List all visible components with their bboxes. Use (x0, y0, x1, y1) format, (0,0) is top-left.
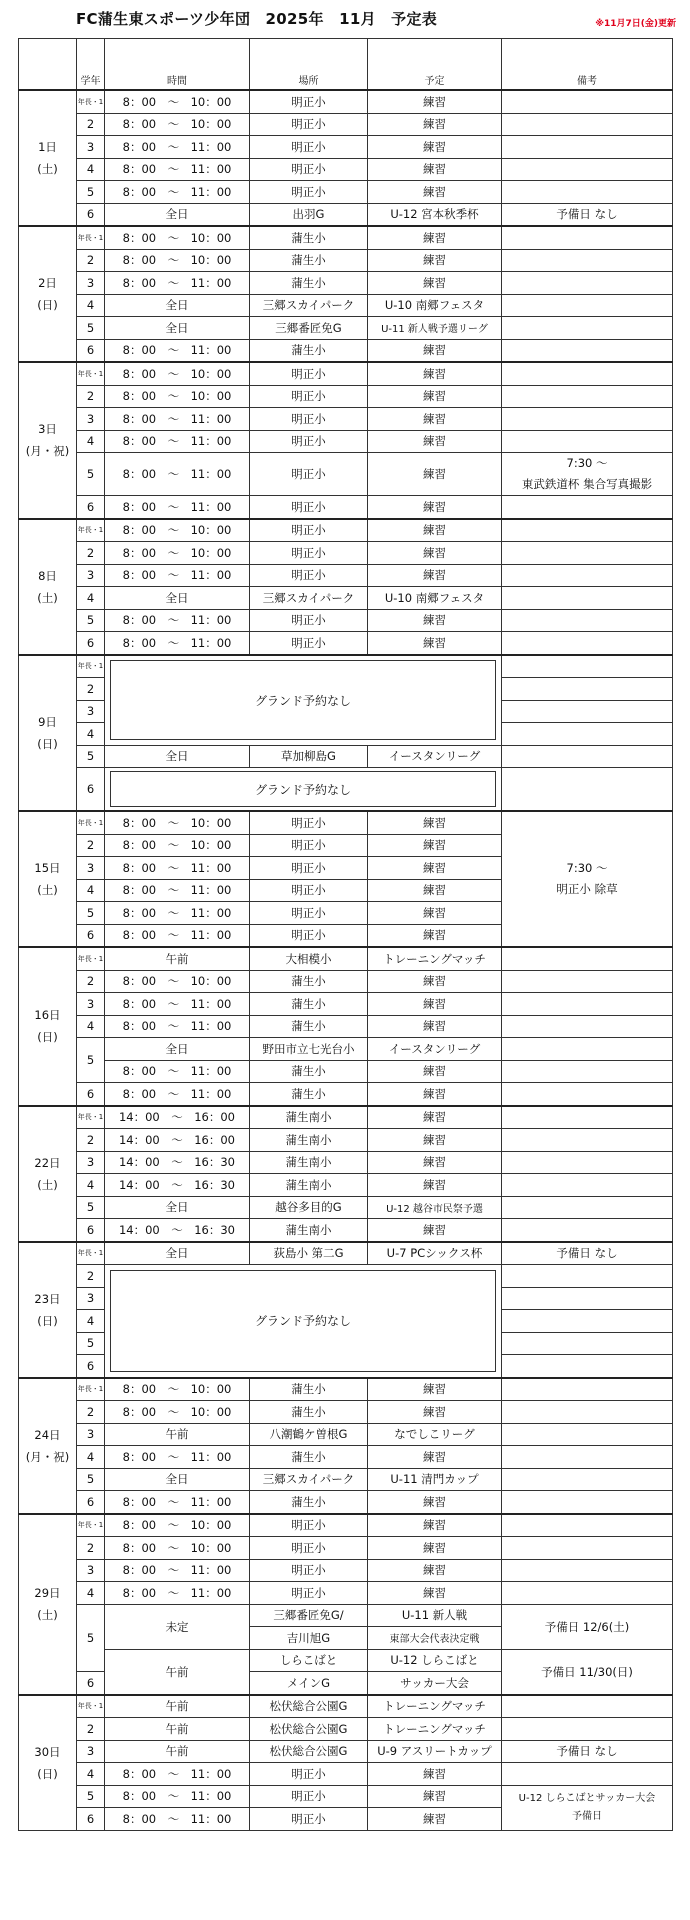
table-row: 3 午前 八潮鶴ケ曽根G なでしこリーグ (19, 1423, 673, 1446)
table-row: 2 8：00 ～ 10：00 明正小 練習 (19, 834, 673, 857)
table-row: 吉川旭G 東部大会代表決定戦 (19, 1627, 673, 1650)
table-row: 5 全日 三郷番匠免G U-11 新人戦予選リーグ (19, 317, 673, 340)
table-row: 4 8：00 ～ 11：00 明正小 練習 (19, 430, 673, 453)
table-row: 6 (19, 1355, 673, 1378)
table-row: 15日 (土) 年長・1 8：00 ～ 10：00 明正小 練習 7:30 ～ 明正小 除草 (19, 811, 673, 834)
col-grade: 学年 (77, 39, 105, 91)
table-row: 5 全日 越谷多目的G U-12 越谷市民祭予選 (19, 1196, 673, 1219)
day-cell: 23日 (日) (19, 1242, 77, 1378)
day-cell: 24日 (月・祝) (19, 1378, 77, 1514)
table-row: 4 8：00 ～ 11：00 蒲生小 練習 (19, 1015, 673, 1038)
table-row: 3 8：00 ～ 11：00 蒲生小 練習 (19, 993, 673, 1016)
table-row: 5 8：00 ～ 11：00 明正小 練習 (19, 902, 673, 925)
day-cell: 9日 (日) (19, 655, 77, 812)
col-place: 場所 (250, 39, 368, 91)
table-row: 2 14：00 ～ 16：00 蒲生南小 練習 (19, 1129, 673, 1152)
table-row: 3 8：00 ～ 11：00 明正小 練習 (19, 408, 673, 431)
table-row: 6 8：00 ～ 11：00 蒲生小 練習 (19, 339, 673, 362)
table-row: 4 (19, 1310, 673, 1333)
table-row: 6 (19, 203, 673, 226)
table-row: 6 14：00 ～ 16：30 蒲生南小 練習 (19, 1219, 673, 1242)
table-row: 23日 (日) 年長・1 全日 荻島小 第二G U-7 PCシックス杯 予備日 なし (19, 1242, 673, 1265)
day-cell: 8日 (土) (19, 519, 77, 655)
day-cell: 16日 (日) (19, 947, 77, 1106)
table-row: 6 メインG サッカー大会 (19, 1672, 673, 1695)
table-row: 2 8：00 ～ 10：00 蒲生小 練習 (19, 1401, 673, 1424)
table-row: 4 14：00 ～ 16：30 蒲生南小 練習 (19, 1174, 673, 1197)
day-cell: 1日 (土) (19, 90, 77, 226)
table-row: 3 8：00 ～ 11：00 蒲生小 練習 (19, 272, 673, 295)
no-reservation-box: グランド予約なし (110, 771, 496, 807)
day-cell: 15日 (土) (19, 811, 77, 947)
table-row: 6 8：00 ～ 11：00 明正小 練習 (19, 924, 673, 947)
table-row: 2 午前 松伏総合公園G トレーニングマッチ (19, 1718, 673, 1741)
table-row: 6 8：00 ～ 11：00 蒲生小 練習 (19, 1083, 673, 1106)
day-cell: 29日 (土) (19, 1514, 77, 1695)
table-row: 2 8：00 ～ 10：00 明正小 練習 (19, 542, 673, 565)
table-row: 5 全日 三郷スカイパーク U-11 清門カップ (19, 1468, 673, 1491)
table-row: 2 8：00 ～ 10：00 明正小 練習 (19, 385, 673, 408)
table-row: 2 (19, 678, 673, 701)
table-row: 8日 (土) 年長・1 8：00 ～ 10：00 明正小 練習 (19, 519, 673, 542)
table-row: 4 (19, 294, 673, 317)
table-row: 1日 (土) 年長・1 8：00 ～ 10：00 明正小 練習 (19, 90, 673, 113)
table-row: 4 (19, 723, 673, 746)
table-row: 5 全日 草加柳島G イースタンリーグ (19, 745, 673, 768)
table-row: 9日 (日) 年長・1 グランド予約なし (19, 655, 673, 678)
table-row: 4 8：00 ～ 11：00 明正小 練習 (19, 158, 673, 181)
table-row: 8：00 ～ 11：00 蒲生小 練習 (19, 1060, 673, 1083)
table-row: 2 8：00 ～ 10：00 蒲生小 練習 (19, 970, 673, 993)
table-row: 午前 しらこばと U-12 しらこばと 予備日 11/30(日) (19, 1649, 673, 1672)
header-row (19, 39, 673, 91)
table-row: 4 (19, 587, 673, 610)
table-row: 6 8：00 ～ 11：00 明正小 練習 (19, 496, 673, 519)
table-row: 6 8：00 ～ 11：00 明正小 練習 (19, 1808, 673, 1831)
day-cell: 22日 (土) (19, 1106, 77, 1242)
table-row: 29日 (土) 年長・1 8：00 ～ 10：00 明正小 練習 (19, 1514, 673, 1537)
table-row: 5 未定 三郷番匠免G/ U-11 新人戦 予備日 12/6(土) (19, 1604, 673, 1627)
table-row: 5 8：00 ～ 11：00 明正小 練習 U-12 しらこばとサッカー大会 予備日 (19, 1785, 673, 1808)
table-row: 2 グランド予約なし (19, 1265, 673, 1288)
day-cell: 2日 (日) (19, 226, 77, 362)
table-row: 5 8：00 ～ 11：00 明正小 練習 (19, 609, 673, 632)
table-row: 3 8：00 ～ 11：00 明正小 練習 (19, 136, 673, 159)
table-row: 5 8：00 ～ 11：00 明正小 練習 (19, 181, 673, 204)
table-row: 4 8：00 ～ 11：00 明正小 練習 (19, 1582, 673, 1605)
table-row: 5 (19, 1332, 673, 1355)
table-row: 6 8：00 ～ 11：00 蒲生小 練習 (19, 1491, 673, 1514)
col-time: 時間 (105, 39, 250, 91)
table-row: 3 8：00 ～ 11：00 明正小 練習 (19, 1559, 673, 1582)
table-row: 4 8：00 ～ 11：00 蒲生小 練習 (19, 1446, 673, 1469)
table-row: 6 (19, 768, 673, 812)
table-row: 2日 (日) 年長・1 8：00 ～ 10：00 蒲生小 練習 (19, 226, 673, 249)
table-row: 2 8：00 ～ 10：00 明正小 練習 (19, 1537, 673, 1560)
table-row: 6 8：00 ～ 11：00 明正小 練習 (19, 632, 673, 655)
table-row: 4 8：00 ～ 11：00 明正小 練習 (19, 879, 673, 902)
table-row: 30日 (日) 年長・1 午前 松伏総合公園G トレーニングマッチ (19, 1695, 673, 1718)
day-cell: 30日 (日) (19, 1695, 77, 1831)
no-reservation-box: グランド予約なし (110, 660, 496, 740)
table-row: 22日 (土) 年長・1 14：00 ～ 16：00 蒲生南小 練習 (19, 1106, 673, 1129)
table-row: 3 14：00 ～ 16：30 蒲生南小 練習 (19, 1151, 673, 1174)
table-row: 4 8：00 ～ 11：00 明正小 練習 (19, 1763, 673, 1786)
page-title: FC蒲生東スポーツ少年団 2025年 11月 予定表 (76, 10, 438, 28)
table-row: 3 8：00 ～ 11：00 明正小 練習 (19, 564, 673, 587)
table-row: 3 午前 松伏総合公園G U-9 アスリートカップ 予備日 なし (19, 1740, 673, 1763)
col-memo: 備考 (502, 39, 673, 91)
table-row: 3 (19, 700, 673, 723)
day-cell: 3日 (月・祝) (19, 362, 77, 519)
table-row: 3 8：00 ～ 11：00 明正小 練習 (19, 857, 673, 880)
table-row: 3日 (月・祝) 年長・1 8：00 ～ 10：00 明正小 練習 (19, 362, 673, 385)
table-row: 16日 (日) 年長・1 午前 大相模小 トレーニングマッチ (19, 947, 673, 970)
col-plan: 予定 (368, 39, 502, 91)
table-row: 2 8：00 ～ 10：00 蒲生小 練習 (19, 249, 673, 272)
table-row: 24日 (月・祝) 年長・1 8：00 ～ 10：00 蒲生小 練習 (19, 1378, 673, 1401)
no-reservation-box: グランド予約なし (110, 1270, 496, 1372)
update-note: ※11月7日(金)更新 (595, 19, 676, 29)
table-row: 5 全日 野田市立七光台小 イースタンリーグ (19, 1038, 673, 1061)
schedule-table: 学年 時間 場所 予定 備考 1日 (土) 年長・1 8：00 ～ 10：00 明正小 練習 2 8：00 ～ 10：00 明正小 練習 3 8：00 ～ 11：00 明正小 練習 4 8：00 ～ 11：00 明正小 練習 5 8：00 ～ 11：00 明正小 練習 全日 出羽G U-12 宮本秋季杯 予備日 なし 6 2日 (日) 年長・1 8：00 ～ 10：00 蒲生小 練習 2 8：00 ～ 10：00 蒲生小 練習 3 8：00 ～ 11：00 蒲生小 練習 全日 三郷スカイパーク U-10 南郷フェスタ 4 5 全日 三郷番匠免G U-11 新人戦予選リーグ 6 8：00 ～ 11：00 蒲生小 練習 3日 (月・祝) 年長・1 8：00 ～ 10：00 明正小 練習 2 8：00 ～ 10：00 明正小 練習 3 8：00 ～ 11：00 明正小 練習 4 8：00 ～ 11：00 明正小 練習 5 8：00 ～ 11：00 明正小 練習 7:30 ～ 東武鉄道杯 集合写真撮影 6 8：00 ～ 11：00 明正小 練習 8日 (土) 年長・1 8：00 ～ 10：00 明正小 練習 2 8：00 ～ 10：00 明正小 練習 3 8：00 ～ 11：00 明正小 練習 全日 三郷スカイパーク U-10 南郷フェスタ 4 5 8：00 ～ 11：00 明正小 練習 6 8：00 ～ 11：00 明正小 練習 9日 (日) 年長・1 グランド予約なし 2 3 4 5 全日 草加柳島G イースタンリーグ グランド予約なし 6 15日 (土) 年長・1 8：00 ～ 10：00 明正小 練習 7:30 ～ 明正小 除草 2 8：00 ～ 10：00 明正小 練習 3 8：00 ～ 11：00 明正小 練習 4 8：00 ～ 11：00 明正小 練習 5 8：00 ～ 11：00 明正小 練習 6 8：00 ～ 11：00 明正小 練習 16日 (日) 年長・1 午前 大相模小 トレーニングマッチ 2 8：00 ～ 10：00 蒲生小 練習 3 8：00 ～ 11：00 蒲生小 練習 4 8：00 ～ 11：00 蒲生小 練習 5 全日 野田市立七光台小 イースタンリーグ 8：00 ～ 11：00 蒲生小 練習 6 8：00 ～ 11：00 蒲生小 練習 22日 (土) 年長・1 14：00 ～ 16：00 蒲生南小 練習 2 14：00 ～ 16：00 蒲生南小 練習 3 14：00 ～ 16：30 蒲生南小 練習 4 14：00 ～ 16：30 蒲生南小 練習 5 全日 越谷多目的G U-12 越谷市民祭予選 6 14：00 ～ 16：30 蒲生南小 練習 23日 (日) 年長・1 全日 荻島小 第二G U-7 PCシックス杯 予備日 なし 2 グランド予約なし 3 4 5 6 24日 (月・祝) 年長・1 8：00 ～ 10：00 蒲生小 練習 2 8：00 ～ 10：00 蒲生小 練習 3 午前 八潮鶴ケ曽根G なでしこリーグ 4 8：00 ～ 11：00 蒲生小 練習 5 全日 三郷スカイパーク U-11 清門カップ 6 8：00 ～ 11：00 蒲生小 練習 29日 (土) 年長・1 8：00 ～ 10：00 明正小 練習 2 8：00 ～ 10：00 明正小 練習 3 8：00 ～ 11：00 明正小 練習 4 8：00 ～ 11：00 明正小 練習 5 未定 三郷番匠免G/ U-11 新人戦 予備日 12/6(土) 吉川旭G 東部大会代表決定戦 午前 しらこばと U-12 しらこばと 予備日 11/30(日) 6 メインG サッカー大会 30日 (日) 年長・1 午前 松伏総合公園G トレーニングマッチ 2 午前 松伏総合公園G トレーニングマッチ 3 午前 松伏総合公園G U-9 アスリートカップ 予備日 なし 4 8：00 ～ 11：00 明正小 練習 5 8：00 ～ 11：00 明正小 練習 U-12 しらこばとサッカー大会 予備日 6 8：00 ～ 11：00 明正小 練習 (18, 38, 673, 1831)
table-row: 3 (19, 1287, 673, 1310)
table-row: 2 8：00 ～ 10：00 明正小 練習 (19, 113, 673, 136)
